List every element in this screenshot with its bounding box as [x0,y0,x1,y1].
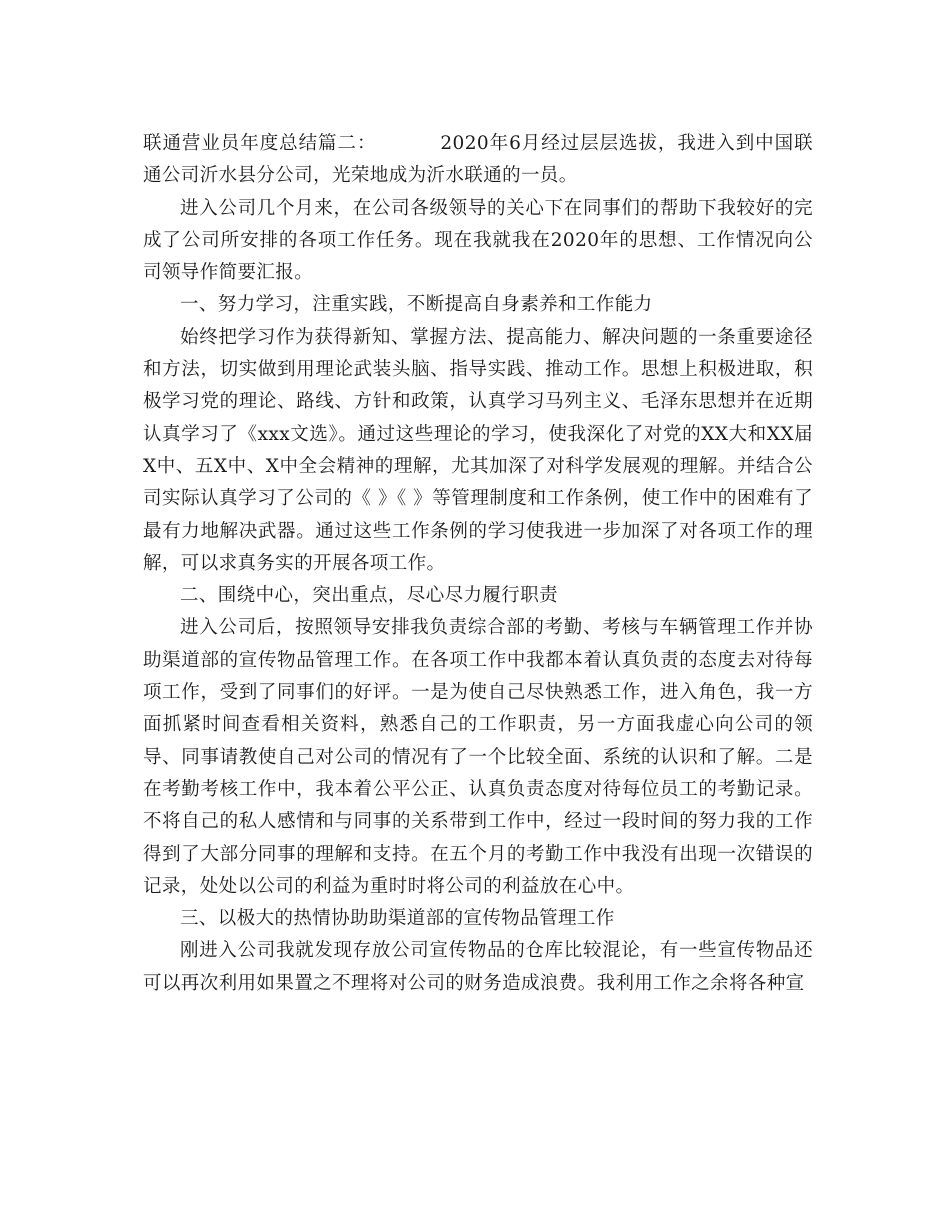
inline-heading: 联通营业员年度总结篇二： [143,133,377,154]
intro-text: 2020年6月经过层层选拔，我进入到中国联通公司沂水县分公司，光荣地成为沂水联通的一员。 [143,133,813,187]
section-heading-3: 三、以极大的热情协助助渠道部的宣传物品管理工作 [180,908,615,930]
intro-paragraph [143,128,813,193]
paragraph-study: 始终把学习作为获得新知、掌握方法、提高能力、解决问题的一条重要途径和方法，切实做到用理论武装头脑、指导实践、推动工作。思想上积极进取，积极学习党的理论、路线、方针和政策，认真学习马列主义、毛泽东思想并在近期认真学习了《xxx文选》。通过这些理论的学习，使我深化了对党的XX大和XX届X中、五X中、X中全会精神的理解，尤其加深了对科学发展观的理解。并结合公司实际认真学习了公司的《 》《 》等管理制度和工作条例，使工作中的困难有了最有力地解决武器。通过这些工作条例的学习使我进一步加深了对各项工作的理解，可以求真务实的开展各项工作。 [143,326,813,574]
section-heading-2: 二、围绕中心，突出重点，尽心尽力履行职责 [180,585,559,607]
document-body [143,128,813,1000]
section-heading-1: 一、努力学习，注重实践，不断提高自身素养和工作能力 [180,294,653,316]
paragraph-duties: 进入公司后，按照领导安排我负责综合部的考勤、考核与车辆管理工作并协助渠道部的宣传物品管理工作。在各项工作中我都本着认真负责的态度去对待每项工作，受到了同事们的好评。一是为使自己尽快熟悉工作，进入角色，我一方面抓紧时间查看相关资料，熟悉自己的工作职责，另一方面我虚心向公司的领导、同事请教使自己对公司的情况有了一个比较全面、系统的认识和了解。二是在考勤考核工作中，我本着公平公正、认真负责态度对待每位员工的考勤记录。不将自己的私人感情和与同事的关系带到工作中，经过一段时间的努力我的工作得到了大部分同事的理解和支持。在五个月的考勤工作中我没有出现一次错误的记录，处处以公司的利益为重时时将公司的利益放在心中。 [143,617,813,897]
paragraph-overview: 进入公司几个月来，在公司各级领导的关心下在同事们的帮助下我较好的完成了公司所安排的各项工作任务。现在我就我在2020年的思想、工作情况向公司领导作简要汇报。 [143,197,813,284]
paragraph-materials: 刚进入公司我就发现存放公司宣传物品的仓库比较混论，有一些宣传物品还可以再次利用如果置之不理将对公司的财务造成浪费。我利用工作之余将各种宣 [143,940,813,994]
